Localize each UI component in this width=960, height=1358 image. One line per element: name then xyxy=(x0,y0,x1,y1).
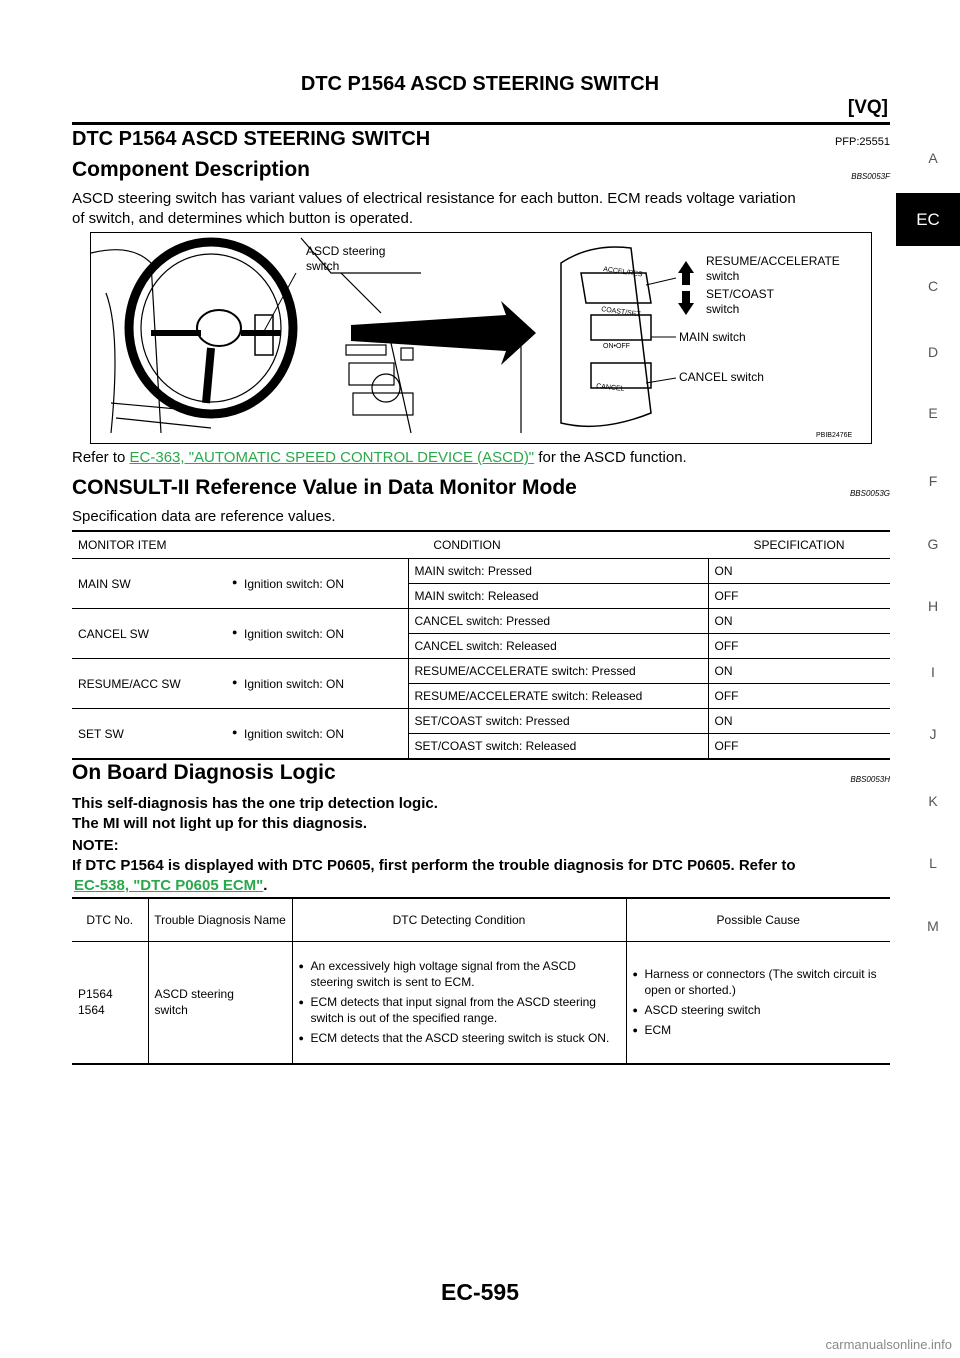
table-row: MAIN SW ● Ignition switch: ON MAIN switch: Pressed ON xyxy=(72,559,890,584)
table-row: SET/COAST switch: Released OFF xyxy=(72,734,890,760)
consult-code: BBS0053G xyxy=(849,489,890,498)
table-row: MAIN switch: Released OFF xyxy=(72,584,890,609)
fig-btn-cancel: CANCEL xyxy=(595,383,625,393)
section-title: DTC P1564 ASCD STEERING SWITCH xyxy=(72,128,431,150)
fig-label-ascd-2: switch xyxy=(306,259,340,273)
component-text: ASCD steering switch has variant values of electrical resistance for each button. ECM reads voltage variation of switch, and determines which button is operated. xyxy=(72,190,796,227)
page-header-title: DTC P1564 ASCD STEERING SWITCH xyxy=(300,73,660,95)
side-index-i[interactable]: I xyxy=(931,664,935,680)
side-index-c[interactable]: C xyxy=(927,278,939,294)
refer-link-ascd[interactable]: EC-363, "AUTOMATIC SPEED CONTROL DEVICE (ASCD)" xyxy=(129,449,535,466)
fig-label-ascd-1: ASCD steering xyxy=(306,244,386,258)
side-index-f[interactable]: F xyxy=(928,473,938,489)
table-row: P1564 1564 ASCD steering switch ● An excessively high voltage signal from the ASCD steering switch is sent to ECM. ● ECM detects that input signal from the ASCD steering switch is out of the specified range. ● ECM detects that the ASCD steering switch is stuck ON. ● Harness or connectors (The switch circuit is open or shorted.) ● ASCD steering switch ● ECM xyxy=(72,942,890,1064)
fig-btn-coast: COAST/SET xyxy=(600,306,641,319)
fig-code: PBIB2476E xyxy=(816,432,853,439)
component-code: BBS0053F xyxy=(851,172,890,181)
header-rule xyxy=(72,122,890,125)
ascd-illustration xyxy=(91,233,871,443)
obd-logic-text: This self-diagnosis has the one trip detection logic. The MI will not light up for this diagnosis. xyxy=(72,795,438,832)
table-row: CANCEL SW ● Ignition switch: ON CANCEL switch: Pressed ON xyxy=(72,609,890,634)
col-possible-cause: Possible Cause xyxy=(626,898,890,942)
engine-label: [VQ] xyxy=(847,97,888,118)
col-detect-condition: DTC Detecting Condition xyxy=(292,898,626,942)
note-link-p0605[interactable]: EC-538, "DTC P0605 ECM" xyxy=(74,877,264,894)
ascd-figure xyxy=(90,232,872,444)
col-specification: SPECIFICATION xyxy=(708,531,890,559)
component-heading: Component Description xyxy=(72,158,311,181)
obd-note: NOTE: If DTC P1564 is displayed with DTC P0605, first perform the trouble diagnosis for DTC P0605. Refer to EC-538, "DTC P0605 ECM". xyxy=(72,837,796,894)
side-index-k[interactable]: K xyxy=(928,793,938,809)
table-row: RESUME/ACCELERATE switch: Released OFF xyxy=(72,684,890,709)
consult-note: Specification data are reference values. xyxy=(72,508,336,525)
side-index-ec-active[interactable]: EC xyxy=(896,193,960,246)
fig-btn-accel: ACCEL/RES xyxy=(602,266,643,279)
side-index-m[interactable]: M xyxy=(927,918,939,934)
fig-label-resume-1: RESUME/ACCELERATE xyxy=(706,254,840,268)
side-index-h[interactable]: H xyxy=(927,598,939,614)
consult-heading: CONSULT-II Reference Value in Data Monitor Mode xyxy=(72,476,577,499)
obd-code: BBS0053H xyxy=(850,775,890,784)
side-index-g[interactable]: G xyxy=(927,536,939,552)
obd-heading: On Board Diagnosis Logic xyxy=(72,761,336,784)
col-trouble-name: Trouble Diagnosis Name xyxy=(148,898,292,942)
col-condition: CONDITION xyxy=(226,531,708,559)
side-index-a[interactable]: A xyxy=(928,150,938,166)
pfp-code: PFP:25551 xyxy=(834,136,890,148)
fig-label-cancel: CANCEL switch xyxy=(679,370,764,384)
side-index-e[interactable]: E xyxy=(928,405,938,421)
page-number: EC-595 xyxy=(441,1279,519,1305)
side-index-d[interactable]: D xyxy=(927,344,939,360)
table-row: CANCEL switch: Released OFF xyxy=(72,634,890,659)
side-index-j[interactable]: J xyxy=(929,726,937,742)
side-index-l[interactable]: L xyxy=(929,855,937,871)
fig-label-resume-2: switch xyxy=(706,269,740,283)
col-monitor-item: MONITOR ITEM xyxy=(72,531,226,559)
refer-line: Refer to EC-363, "AUTOMATIC SPEED CONTROL DEVICE (ASCD)" for the ASCD function. xyxy=(72,449,687,466)
table-row: SET SW ● Ignition switch: ON SET/COAST switch: Pressed ON xyxy=(72,709,890,734)
fig-label-set-2: switch xyxy=(706,302,740,316)
watermark: carmanualsonline.info xyxy=(825,1337,952,1352)
fig-label-set-1: SET/COAST xyxy=(706,287,775,301)
dtc-table xyxy=(72,897,890,1065)
consult-table xyxy=(72,530,890,760)
fig-btn-onoff: ON•OFF xyxy=(603,343,630,350)
col-dtc-no: DTC No. xyxy=(72,898,148,942)
fig-label-main: MAIN switch xyxy=(679,330,746,344)
table-row: RESUME/ACC SW ● Ignition switch: ON RESUME/ACCELERATE switch: Pressed ON xyxy=(72,659,890,684)
